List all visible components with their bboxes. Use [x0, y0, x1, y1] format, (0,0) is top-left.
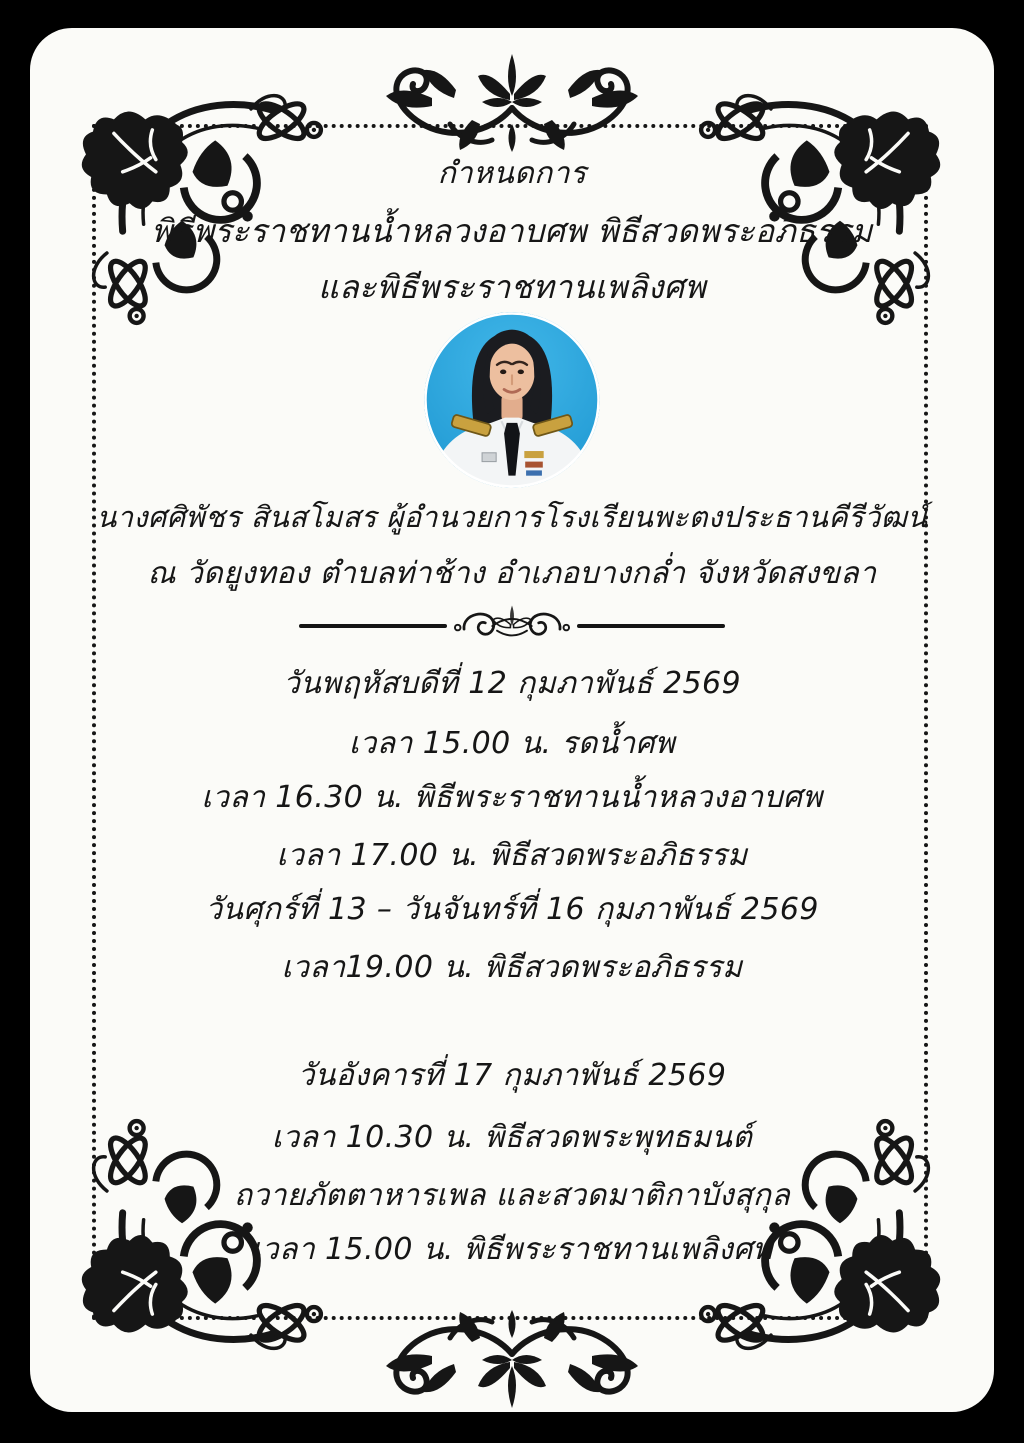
- page-title: กำหนดการ: [437, 156, 587, 191]
- subtitle-line-1: พิธีพระราชทานน้ำหลวงอาบศพ พิธีสวดพระอภิธรรม: [151, 212, 873, 250]
- schedule-day3-item-3: เวลา 15.00 น. พิธีพระราชทานเพลิงศพ: [251, 1232, 773, 1267]
- schedule-day1-item-1: เวลา 15.00 น. รดน้ำศพ: [348, 726, 676, 761]
- schedule-day1-heading: วันพฤหัสบดีที่ 12 กุมภาพันธ์ 2569: [283, 666, 741, 701]
- portrait-illustration: [424, 312, 600, 488]
- honoree-portrait-photo: [424, 312, 600, 488]
- schedule-day1-item-3: เวลา 17.00 น. พิธีสวดพระอภิธรรม: [276, 838, 748, 873]
- schedule-day2-heading: วันศุกร์ที่ 13 – วันจันทร์ที่ 16 กุมภาพันธ์ 2569: [205, 892, 819, 927]
- divider-scroll-ornament-icon: [453, 600, 571, 652]
- schedule-day3-item-1: เวลา 10.30 น. พิธีสวดพระพุทธมนต์: [271, 1120, 753, 1155]
- schedule-day3-heading: วันอังคารที่ 17 กุมภาพันธ์ 2569: [297, 1058, 727, 1093]
- bottom-center-flourish-icon: [332, 1292, 692, 1422]
- subtitle-line-2: และพิธีพระราชทานเพลิงศพ: [318, 268, 706, 306]
- ceremony-location-line: ณ วัดยูงทอง ตำบลท่าช้าง อำเภอบางกล่ำ จังหวัดสงขลา: [147, 556, 877, 591]
- schedule-day3-item-2: ถวายภัตตาหารเพล และสวดมาติกาบังสุกุล: [233, 1178, 791, 1213]
- honoree-name-line: นางศศิพัชร สินสโมสร ผู้อำนวยการโรงเรียนพะตงประธานคีรีวัฒน์: [96, 500, 928, 534]
- divider-right-bar: [577, 624, 725, 628]
- schedule-day2-item-1: เวลา19.00 น. พิธีสวดพระอภิธรรม: [281, 950, 743, 985]
- section-divider: [0, 598, 1024, 654]
- schedule-day1-item-2: เวลา 16.30 น. พิธีพระราชทานน้ำหลวงอาบศพ: [201, 780, 823, 815]
- divider-left-bar: [299, 624, 447, 628]
